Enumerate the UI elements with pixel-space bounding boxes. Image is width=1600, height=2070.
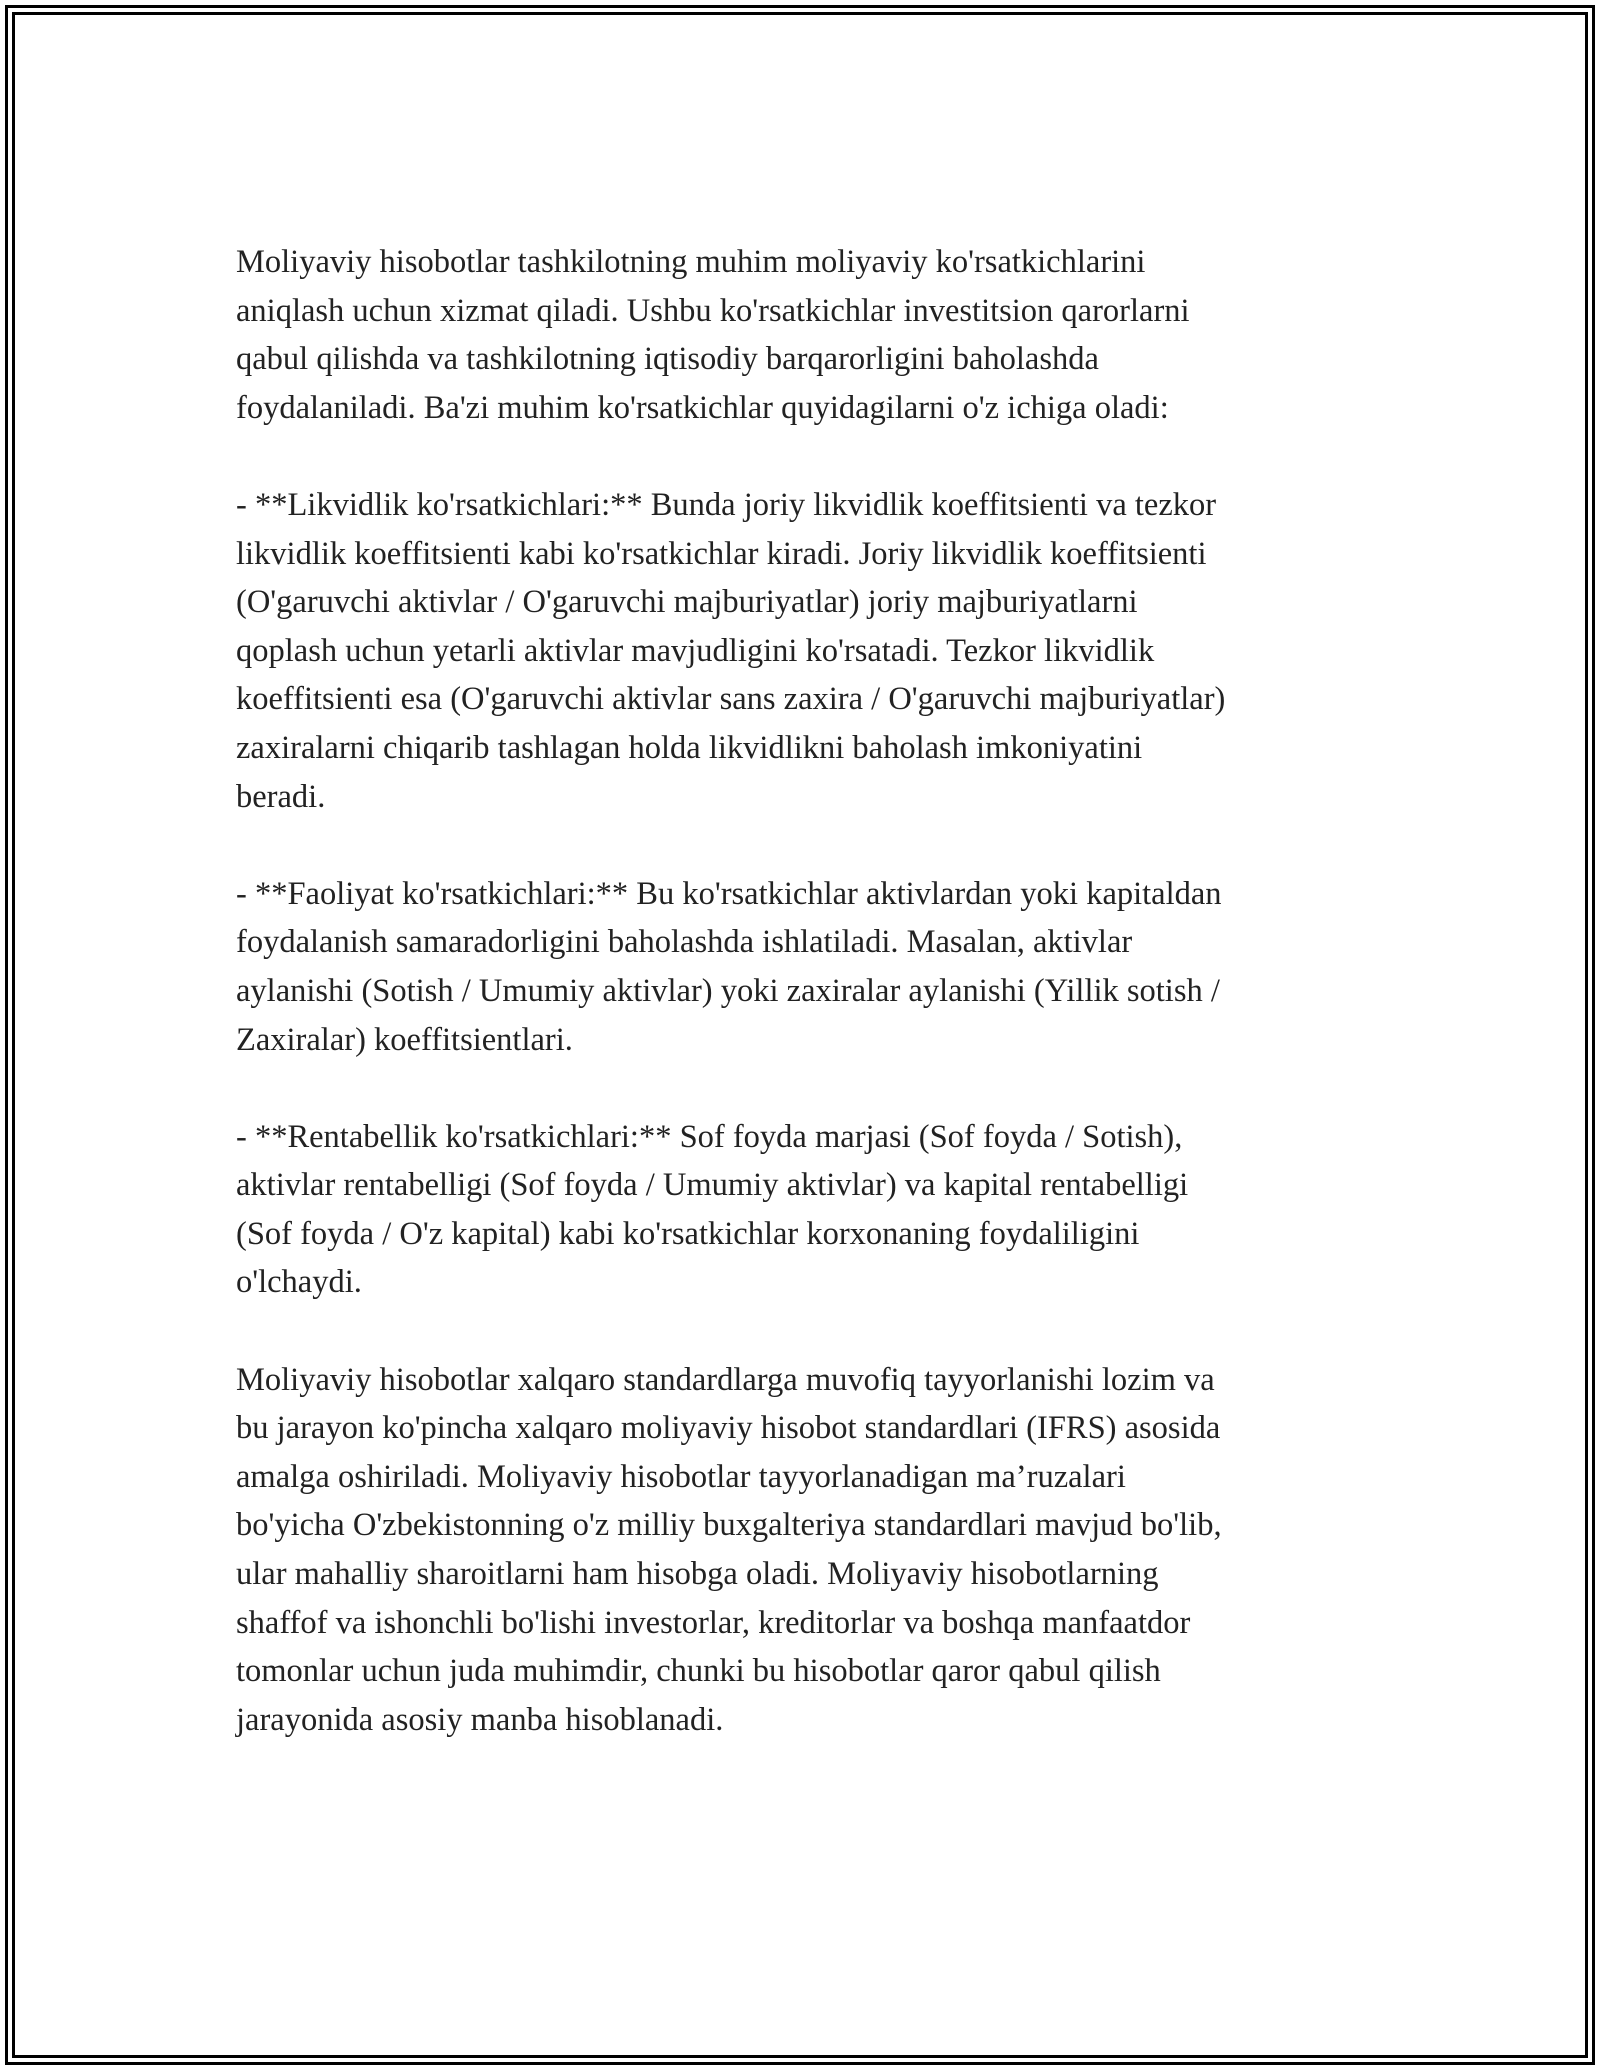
liquidity-ratios-paragraph: - **Likvidlik ko'rsatkichlari:** Bunda joriy likvidlik koeffitsienti va tezkor likvidlik koeffitsienti kabi ko'rsatkichlar kiradi. Joriy likvidlik koeffitsienti (O'garuvchi aktivlar / O'garuvchi majburiyatlar) joriy majburiyatlarni qoplash uchun yetarli aktivlar mavjudligini ko'rsatadi. Tezkor likvidlik koeffitsienti esa (O'garuvchi aktivlar sans zaxira / O'garuvchi majburiyatlar) zaxiralarni chiqarib tashlagan holda likvidlikni baholash imkoniyatini beradi. xyxy=(236,486,1226,815)
document-body xyxy=(236,238,1376,1744)
profitability-ratios-paragraph: - **Rentabellik ko'rsatkichlari:** Sof foyda marjasi (Sof foyda / Sotish), aktivlar rentabelligi (Sof foyda / Umumiy aktivlar) va kapital rentabelligi (Sof foyda / O'z kapital) kabi ko'rsatkichlar korxonaning foydaliligini o'lchaydi. xyxy=(236,1118,1189,1301)
activity-ratios-paragraph: - **Faoliyat ko'rsatkichlari:** Bu ko'rsatkichlar aktivlardan yoki kapitaldan foydalanish samaradorligini baholashda ishlatiladi. Masalan, aktivlar aylanishi (Sotish / Umumiy aktivlar) yoki zaxiralar aylanishi (Yillik sotish / Zaxiralar) koeffitsientlari. xyxy=(236,875,1222,1058)
standards-paragraph: Moliyaviy hisobotlar xalqaro standardlarga muvofiq tayyorlanishi lozim va bu jarayon ko'pincha xalqaro moliyaviy hisobot standardlari (IFRS) asosida amalga oshiriladi. Moliyaviy hisobotlar tayyorlanadigan ma’ruzalari bo'yicha O'zbekistonning o'z milliy buxgalteriya standardlari mavjud bo'lib, ular mahalliy sharoitlarni ham hisobga oladi. Moliyaviy hisobotlarning shaffof va ishonchli bo'lishi investorlar, kreditorlar va boshqa manfaatdor tomonlar uchun juda muhimdir, chunki bu hisobotlar qaror qabul qilish jarayonida asosiy manba hisoblanadi. xyxy=(236,1361,1222,1738)
intro-paragraph: Moliyaviy hisobotlar tashkilotning muhim moliyaviy ko'rsatkichlarini aniqlash uchun xizmat qiladi. Ushbu ko'rsatkichlar investitsion qarorlarni qabul qilishda va tashkilotning iqtisodiy barqarorligini baholashda foydalaniladi. Ba'zi muhim ko'rsatkichlar quyidagilarni o'z ichiga oladi: xyxy=(236,244,1190,426)
